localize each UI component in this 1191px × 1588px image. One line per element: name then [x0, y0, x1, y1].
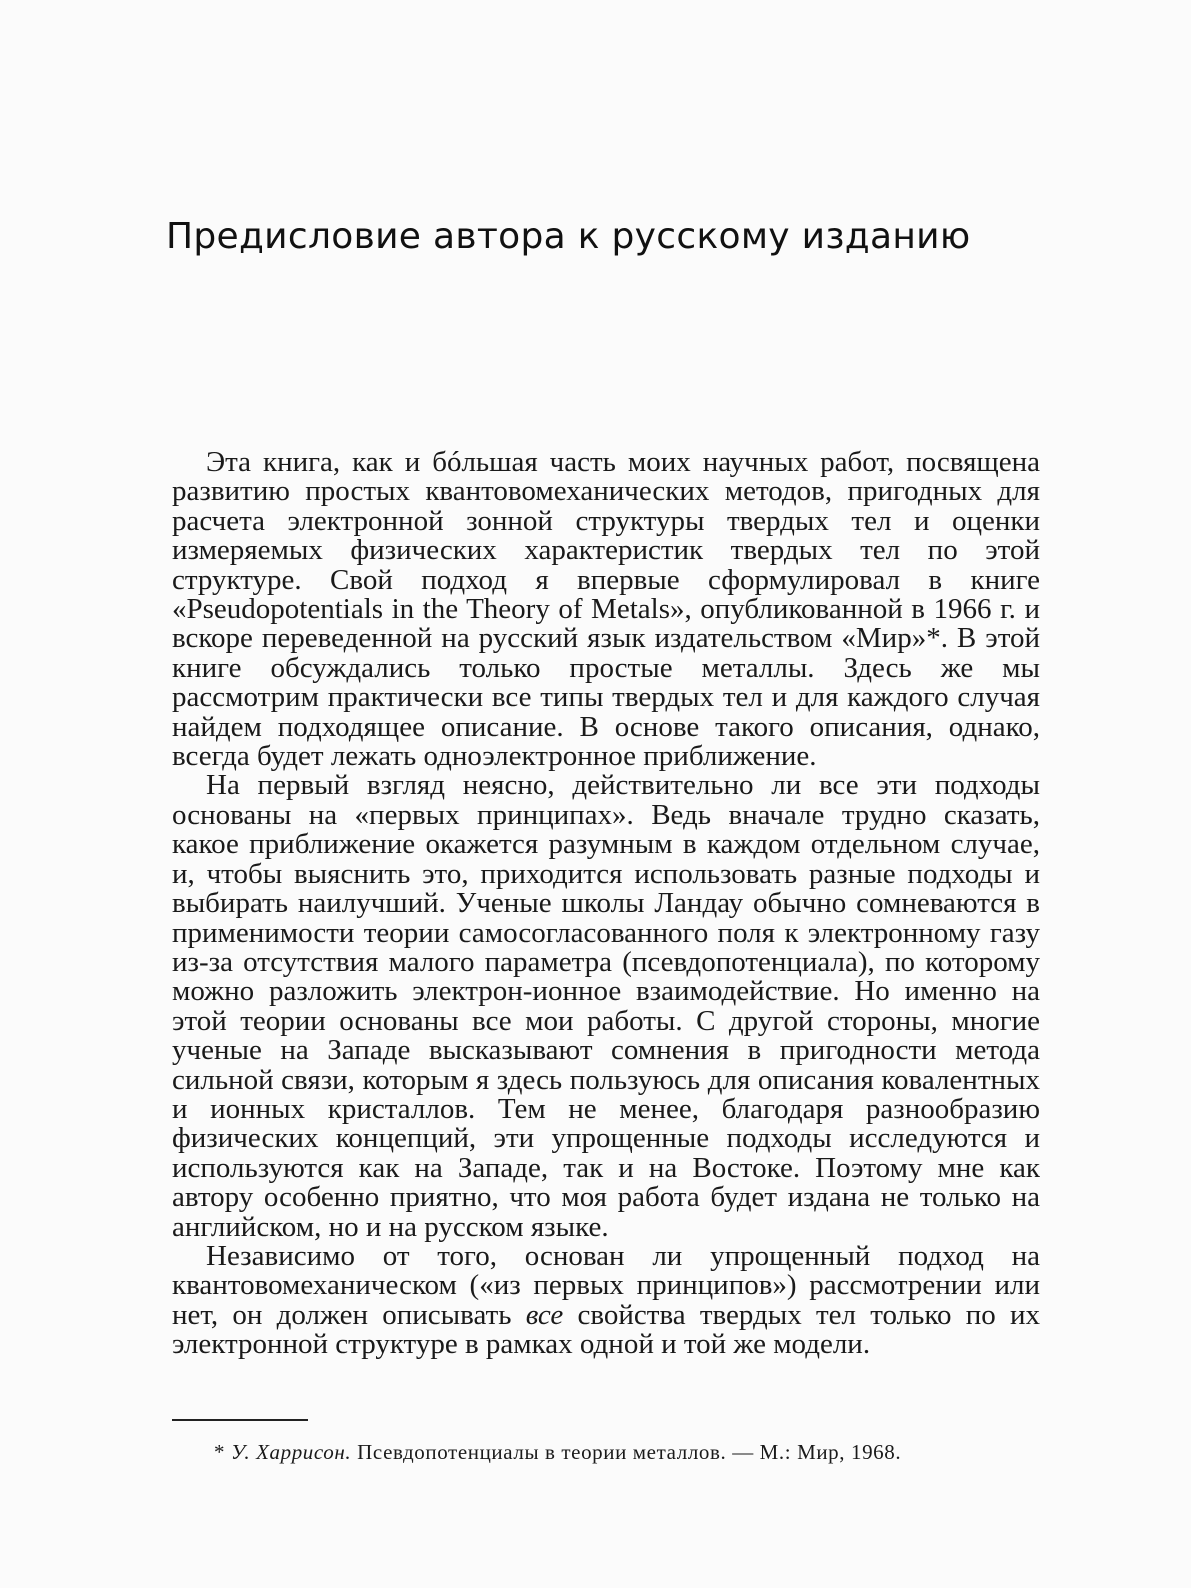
- footnote: [214, 1438, 1034, 1466]
- paragraph-text: свойства твердых тел только по их электронной структуре в рамках одной и той же модели.: [172, 1298, 1040, 1361]
- body-text: [172, 448, 1040, 1360]
- paragraph: На первый взгляд неясно, действительно ли все эти подходы основаны на «первых принципах». Ведь вначале трудно сказать, какое приближение окажется разумным в каждом отдельном случае, и, чтобы выяснить это, приходится использовать разные подходы и выбирать наилучший. Ученые школы Ландау обычно сомневаются в применимости теории самосогласованного поля к электронному газу из-за отсутствия малого параметра (псевдопотенциала), по которому можно разложить электрон-ионное взаимодействие. Но именно на этой теории основаны все мои работы. С другой стороны, многие ученые на Западе высказывают сомнения в пригодности метода сильной связи, которым я здесь пользуюсь для описания ковалентных и ионных кристаллов. Тем не менее, благодаря разнообразию физических концепций, эти упрощенные подходы исследуются и используются как на Западе, так и на Востоке. Поэтому мне как автору особенно приятно, что моя работа будет издана не только на английском, но и на русском языке.: [172, 769, 1040, 1243]
- footnote-text: Псевдопотенциалы в теории металлов. — М.: Мир, 1968.: [357, 1440, 902, 1464]
- paragraph-text: Независимо от того, основан ли упрощенный подход на квантовомеханическом («из первых принципов») рассмотрении или нет, он должен описывать: [172, 1239, 1040, 1331]
- page-title: Предисловие автора к русскому изданию: [166, 216, 971, 257]
- emphasis-word: все: [525, 1298, 564, 1331]
- footnote-divider: [172, 1419, 308, 1421]
- paragraph: [172, 1239, 1040, 1361]
- footnote-marker: *: [214, 1440, 226, 1464]
- paragraph: Эта книга, как и бóльшая часть моих научных работ, посвящена развитию простых квантовомеханических методов, пригодных для расчета электронной зонной структуры твердых тел и оценки измеряемых физических характеристик твердых тел по этой структуре. Свой подход я впервые сформулировал в книге «Pseudopotentials in the Theory of Metals», опубликованной в 1966 г. и вскоре переведенной на русский язык издательством «Мир»*. В этой книге обсуждались только простые металлы. Здесь же мы рассмотрим практически все типы твердых тел и для каждого случая найдем подходящее описание. В основе такого описания, однако, всегда будет лежать одноэлектронное приближение.: [172, 446, 1040, 773]
- footnote-author: У. Харрисон.: [230, 1440, 352, 1464]
